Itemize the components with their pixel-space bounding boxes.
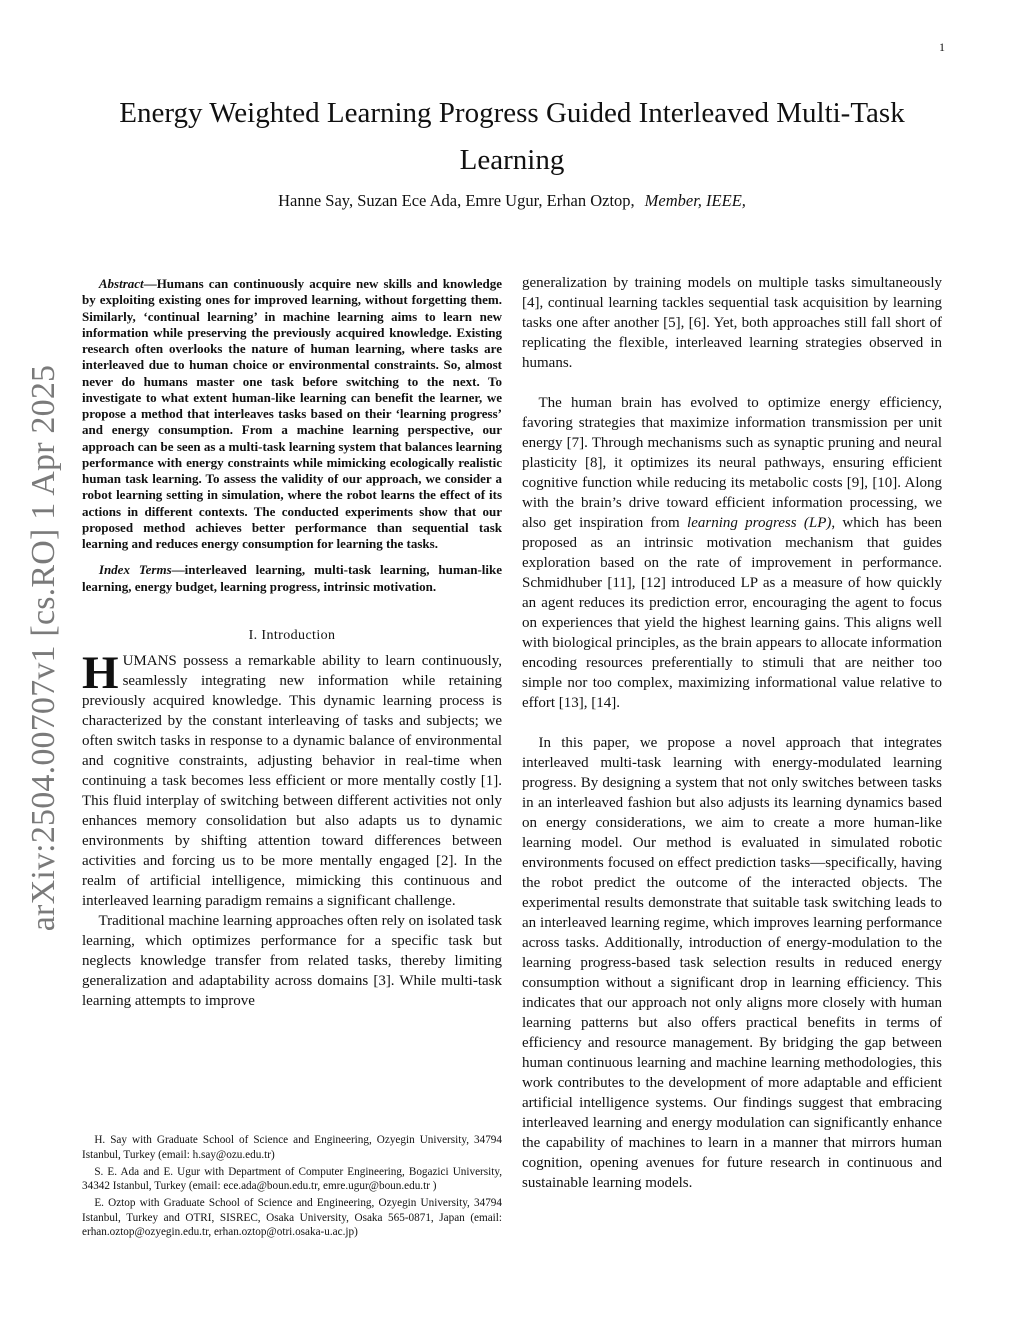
abstract — [82, 276, 502, 552]
section-heading-introduction: I. Introduction — [248, 627, 336, 643]
abstract-text: —Humans can continuously acquire new skills and knowledge by exploiting existing ones for improved learning, without forgetting them. Similarly, ‘continual learning’ in machine learning aims to learn new information while preserving the previously acquired knowledge. Existing research often overlooks the nature of human learning, where tasks are interleaved due to human choice or environmental constraints. So, almost never do humans master one task before switching to the next. To investigate to what extent human-like learning can benefit the learner, we propose a method that interleaves tasks based on their ‘learning progress’ and energy consumption. From a machine learning perspective, our approach can be seen as a multi-task learning system that balances learning performance with energy constraints while mimicking ecologically realistic human task learning. To assess the validity of our approach, we consider a robot learning setting in simulation, where the robot learns the effect of its actions in different contexts. The conducted experiments show that our proposed method achieves better performance than sequential task learning and reduces energy consumption for learning the tasks. — [82, 276, 502, 551]
footnotes — [82, 1133, 502, 1242]
author-list — [80, 190, 944, 212]
author-membership: Member, IEEE, — [644, 191, 746, 210]
author-names: Hanne Say, Suzan Ece Ada, Emre Ugur, Erhan Oztop, — [278, 191, 635, 210]
footnote-oztop: E. Oztop with Graduate School of Science and Engineering, Ozyegin University, 34794 Istanbul, Turkey and OTRI, SISREC, Osaka University, Osaka 565-0871, Japan (email: erhan.oztop@ozyegin.edu.tr, erhan.oztop@otri.osaka-u.ac.jp) — [82, 1197, 502, 1238]
footnote-say: H. Say with Graduate School of Science and Engineering, Ozyegin University, 34794 Istanbul, Turkey (email: h.say@ozu.edu.tr) — [82, 1134, 502, 1161]
abstract-label: Abstract — [98, 276, 144, 291]
footnote-ada-ugur: S. E. Ada and E. Ugur with Department of Computer Engineering, Bogazici University, 34342 Istanbul, Turkey (email: ece.ada@boun.edu.tr, emre.ugur@boun.edu.tr ) — [82, 1165, 502, 1192]
intro-paragraph-2-continued: generalization by training models on multiple tasks simultaneously [4], continual learning tackles sequential task acquisition by learning tasks one after another [5], [6]. Yet, both approaches still fall short of replicating the flexible, interleaved learning strategies observed in humans. — [522, 275, 942, 371]
arxiv-identifier: arXiv:2504.00707v1 [cs.RO] 1 Apr 2025 — [25, 364, 62, 932]
paper-title: Energy Weighted Learning Progress Guided Interleaved Multi-Task Learning — [119, 97, 905, 176]
intro-paragraph-2-start: Traditional machine learning approaches often rely on isolated task learning, which optimizes performance for a specific task but neglects knowledge transfer from related tasks, thereby limiting generalization and adaptability across domains [3]. While multi-task learning attempts to improve — [82, 912, 502, 1009]
drop-cap: H — [82, 646, 119, 699]
index-terms-label: Index Terms — [98, 562, 172, 578]
index-terms-text: —interleaved learning, multi-task learning, human-like learning, energy budget, learning progress, intrinsic motivation. — [82, 562, 502, 594]
intro-paragraph-1 — [82, 646, 502, 911]
page-number: 1 — [939, 40, 945, 54]
learning-progress-term: learning progress (LP) — [687, 515, 832, 531]
right-column — [522, 273, 942, 1193]
intro-paragraph-3 — [522, 393, 942, 713]
intro-paragraph-3-text-a: The human brain has evolved to optimize energy efficiency, favoring strategies that maximize information transmission per unit energy [7]. Through mechanisms such as synaptic pruning and neural plasticity [8], it optimizes its neural pathways, ensuring efficient cognitive function while reducing its metabolic costs [9], [10]. Along with the brain’s drive toward efficient information processing, we also get inspiration from — [522, 395, 942, 531]
index-terms — [82, 562, 502, 595]
left-column — [82, 276, 502, 1011]
intro-paragraph-3-text-b: , which has been proposed as an intrinsic motivation mechanism that guides exploration based on the rate of improvement in performance. Schmidhuber [11], [12] introduced LP as a measure of how quickly an agent reduces its prediction error, encouraging the agent to focus on experiences that yield the highest learning gains. This aligns well with biological principles, as the brain appears to allocate information encoding resources preferentially to stimuli that are neither too simple nor too complex, maximizing informational value relative to effort [13], [14]. — [522, 515, 942, 711]
intro-paragraph-1-text: UMANS possess a remarkable ability to learn continuously, seamlessly integrating new information while retaining previously acquired knowledge. This dynamic learning process is characterized by the constant interleaving of tasks and subjects; we often switch tasks in response to a dynamic balance of environmental and cognitive constraints, adjusting behavior in real-time when continuing a task becomes less efficient or more mentally costly [1]. This fluid interplay of switching between different activities not only enhances memory consolidation but also adapts us to dynamic environments by shifting attention toward differences between activities and forcing us to be more mentally engaged [2]. In the realm of artificial intelligence, mimicking this continuous and interleaved learning paradigm remains a significant challenge. — [82, 652, 502, 909]
intro-paragraph-4: In this paper, we propose a novel approach that integrates interleaved multi-task learning with energy-modulated learning progress. By designing a system that not only switches between tasks in an interleaved fashion but also adjusts its learning dynamics based on energy considerations, we aim to create a more human-like learning model. Our method is evaluated in simulated robotic environments focused on effect prediction tasks—specifically, having the robot predict the outcome of the interacted objects. The experimental results demonstrate that suitable task switching leads to an interleaved learning regime, which improves learning performance across tasks. Additionally, introduction of energy-modulation to the learning progress-based task selection results in reduced energy consumption without a significant drop in learning efficiency. This indicates that our approach not only aligns more closely with human learning patterns but also offers practical benefits in terms of efficiency and resource management. By bridging the gap between human continuous learning and machine learning methodologies, this work contributes to the development of more adaptable and efficient artificial intelligence systems. Our findings suggest that embracing interleaved learning and energy modulation can significantly enhance the capability of machines to learn in a manner that mirrors human cognition, opening avenues for future research in continuous and sustainable learning models. — [522, 735, 942, 1191]
